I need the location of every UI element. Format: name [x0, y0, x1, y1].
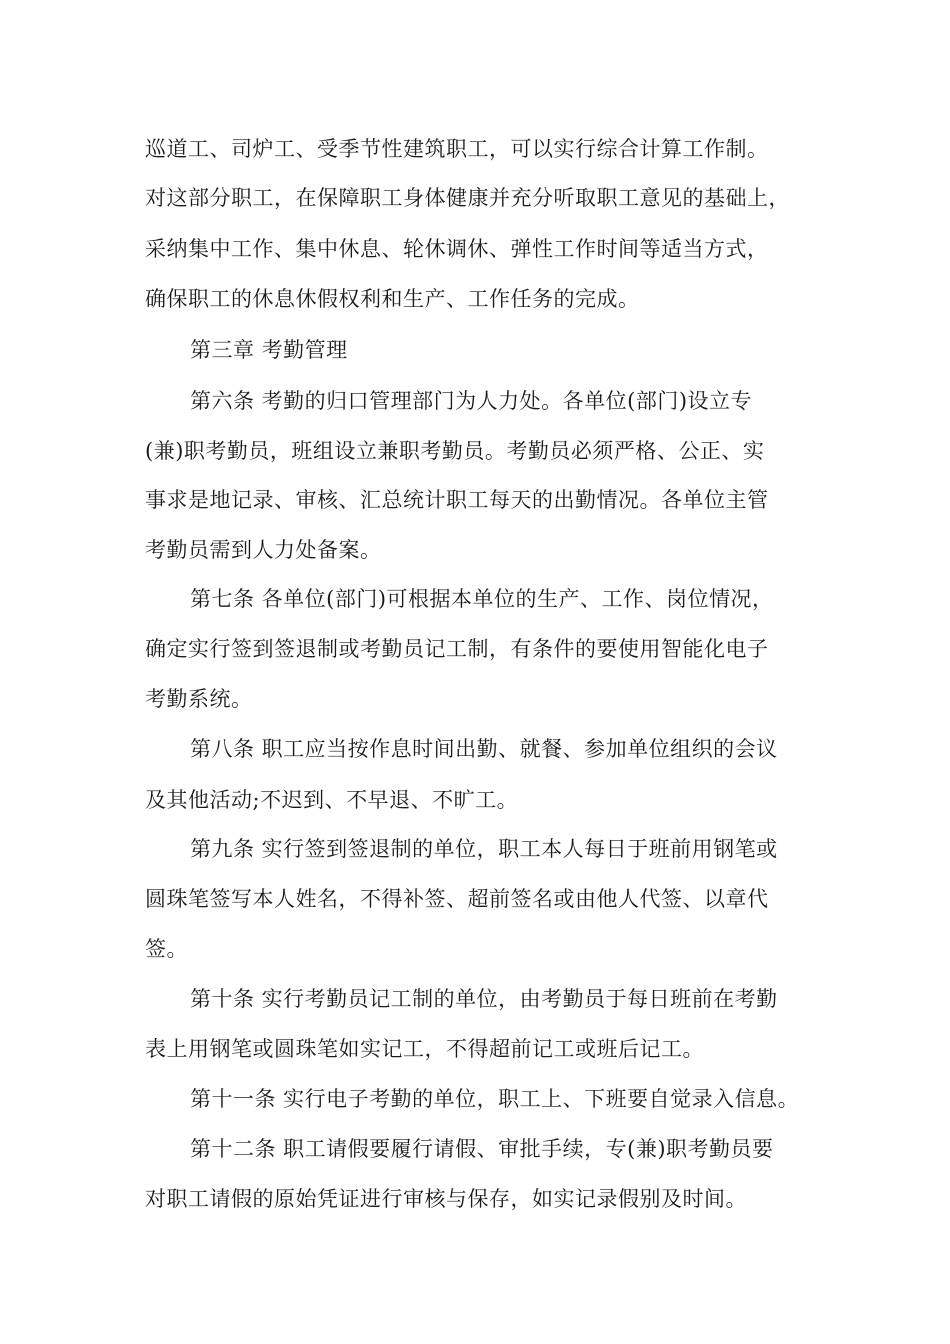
- article-9: 第九条 实行签到签退制的单位，职工本人每日于班前用钢笔或: [190, 837, 778, 861]
- text-line: (兼)职考勤员，班组设立兼职考勤员。考勤员必须严格、公正、实: [145, 439, 765, 463]
- text-line: 签。: [145, 937, 188, 961]
- text-line: 采纳集中工作、集中休息、轮休调休、弹性工作时间等适当方式，: [145, 237, 769, 261]
- text-line: 考勤员需到人力处备案。: [145, 538, 382, 562]
- article-8: 第八条 职工应当按作息时间出勤、就餐、参加单位组织的会议: [190, 737, 778, 761]
- text-line: 圆珠笔签写本人姓名，不得补签、超前签名或由他人代签、以章代: [145, 887, 769, 911]
- text-line: 巡道工、司炉工、受季节性建筑职工，可以实行综合计算工作制。: [145, 137, 769, 161]
- chapter-heading: 第三章 考勤管理: [190, 338, 348, 362]
- text-line: 考勤系统。: [145, 687, 253, 711]
- text-line: 事求是地记录、审核、汇总统计职工每天的出勤情况。各单位主管: [145, 488, 769, 512]
- text-line: 及其他活动;不迟到、不早退、不旷工。: [145, 788, 519, 812]
- article-6: 第六条 考勤的归口管理部门为人力处。各单位(部门)设立专: [190, 389, 753, 413]
- article-11: 第十一条 实行电子考勤的单位，职工上、下班要自觉录入信息。: [190, 1087, 800, 1111]
- article-7: 第七条 各单位(部门)可根据本单位的生产、工作、岗位情况，: [190, 587, 774, 611]
- text-line: 对职工请假的原始凭证进行审核与保存，如实记录假别及时间。: [145, 1187, 747, 1211]
- text-line: 表上用钢笔或圆珠笔如实记工，不得超前记工或班后记工。: [145, 1037, 704, 1061]
- text-line: 确保职工的休息休假权利和生产、工作任务的完成。: [145, 287, 640, 311]
- article-10: 第十条 实行考勤员记工制的单位，由考勤员于每日班前在考勤: [190, 987, 778, 1011]
- article-12: 第十二条 职工请假要履行请假、审批手续，专(兼)职考勤员要: [190, 1137, 774, 1161]
- text-line: 对这部分职工，在保障职工身体健康并充分听取职工意见的基础上，: [145, 186, 790, 210]
- text-line: 确定实行签到签退制或考勤员记工制，有条件的要使用智能化电子: [145, 637, 769, 661]
